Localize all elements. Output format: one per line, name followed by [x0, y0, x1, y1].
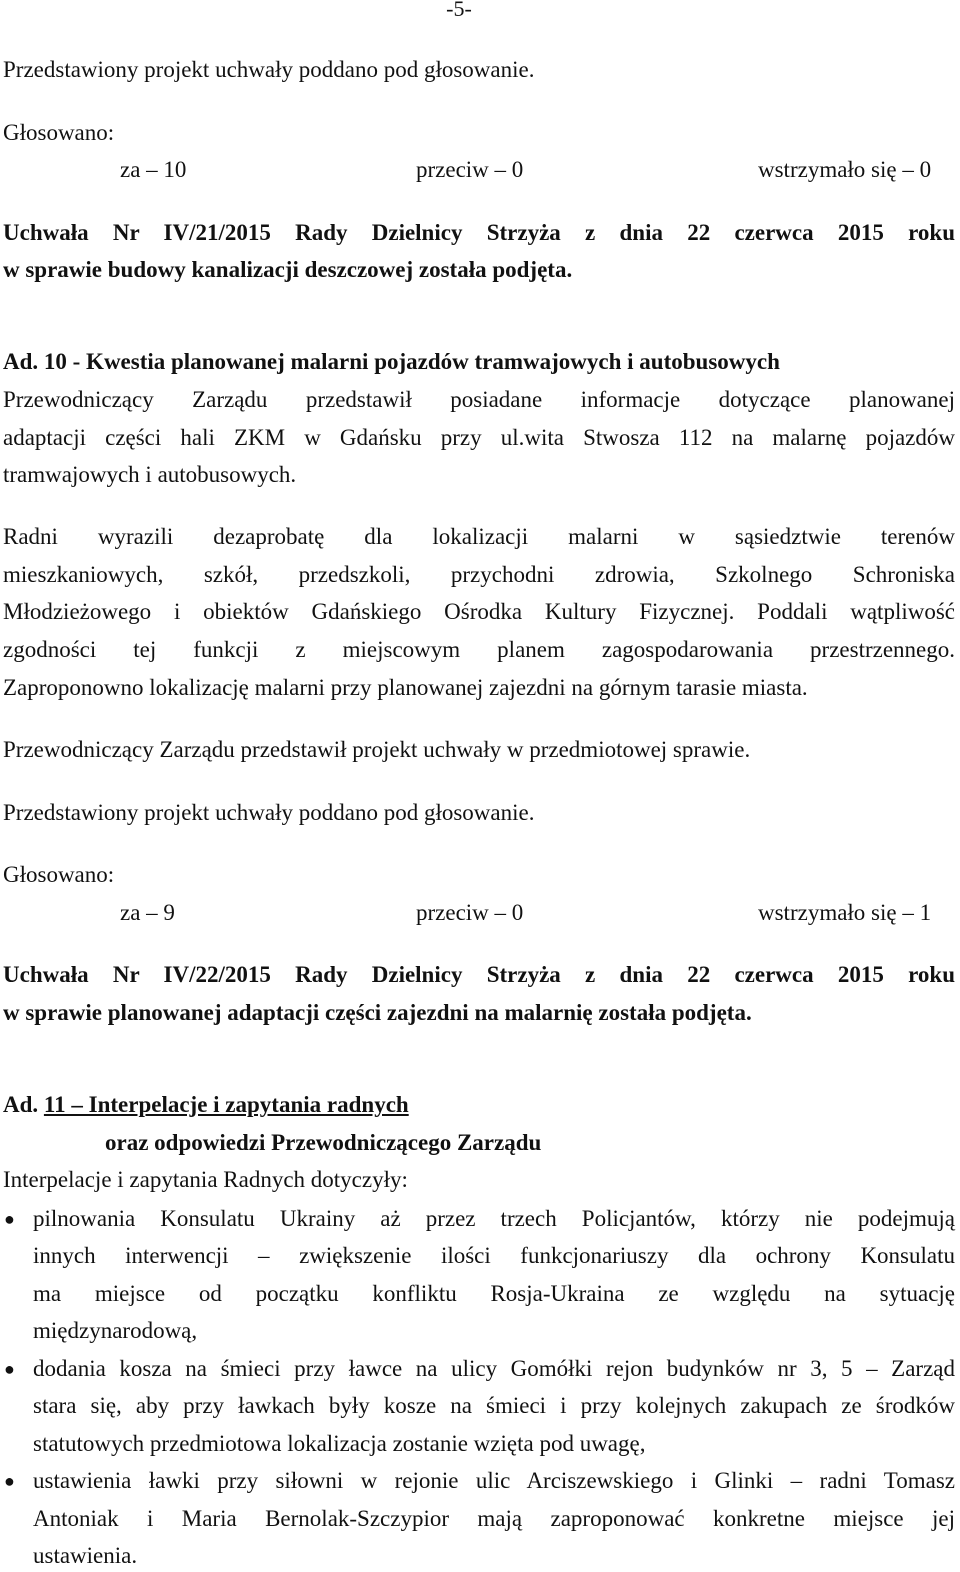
vote-heading: Głosowano: [3, 120, 115, 145]
resolution-line: Uchwała Nr IV/21/2015 Rady Dzielnicy Strzyża z dnia 22 czerwca 2015 roku [3, 220, 955, 245]
list-item-line: Antoniak i Maria Bernolak-Szczypior mają zaproponować konkretne miejsce jej [33, 1506, 955, 1531]
paragraph-line: Radni wyrazili dezaprobatę dla lokalizacji malarni w sąsiedztwie terenów [3, 524, 955, 549]
list-item-line: dodania kosza na śmieci przy ławce na ulicy Gomółki rejon budynków nr 3, 5 – Zarząd [33, 1356, 955, 1381]
paragraph: Przedstawiony projekt uchwały poddano pod głosowanie. [3, 57, 535, 82]
list-item-line: statutowych przedmiotowa lokalizacja zostanie wzięta pod uwagę, [33, 1431, 646, 1456]
bullet-icon: ● [4, 1471, 15, 1491]
paragraph: Interpelacje i zapytania Radnych dotyczyły: [3, 1167, 408, 1192]
vote-przeciw: przeciw – 0 [416, 900, 524, 925]
vote-wstrzymalo: wstrzymało się – 1 [758, 900, 932, 925]
list-item-line: ma miejsce od początku konfliktu Rosja-Ukraina ze względu na sytuację [33, 1281, 955, 1306]
resolution-line: Uchwała Nr IV/22/2015 Rady Dzielnicy Strzyża z dnia 22 czerwca 2015 roku [3, 962, 955, 987]
paragraph-line: Przewodniczący Zarządu przedstawił posiadane informacje dotyczące planowanej [3, 387, 955, 412]
paragraph-line: adaptacji części hali ZKM w Gdańsku przy ul.wita Stwosza 112 na malarnę pojazdów [3, 425, 955, 450]
resolution-line: w sprawie budowy kanalizacji deszczowej została podjęta. [3, 257, 573, 282]
page-number: -5- [446, 0, 472, 21]
bullet-icon: ● [4, 1209, 15, 1229]
paragraph: Przedstawiony projekt uchwały poddano pod głosowanie. [3, 800, 535, 825]
paragraph: Przewodniczący Zarządu przedstawił projekt uchwały w przedmiotowej sprawie. [3, 737, 751, 762]
vote-za: za – 10 [120, 157, 187, 182]
vote-wstrzymalo: wstrzymało się – 0 [758, 157, 932, 182]
list-item-line: stara się, aby przy ławkach były kosze na śmieci i przy kolejnych zakupach ze środków [33, 1393, 955, 1418]
list-item-line: ustawienia ławki przy siłowni w rejonie ulic Arciszewskiego i Glinki – radni Tomasz [33, 1468, 955, 1493]
section-title-line2: oraz odpowiedzi Przewodniczącego Zarządu [105, 1130, 542, 1155]
paragraph-line: Młodzieżowego i obiektów Gdańskiego Ośrodka Kultury Fizycznej. Poddali wątpliwość [3, 599, 955, 624]
list-item-line: międzynarodową, [33, 1318, 198, 1343]
section-title [3, 1090, 409, 1120]
vote-za: za – 9 [120, 900, 175, 925]
paragraph-line: mieszkaniowych, szkół, przedszkoli, przychodni zdrowia, Szkolnego Schroniska [3, 562, 955, 587]
vote-heading: Głosowano: [3, 862, 115, 887]
paragraph-line: zgodności tej funkcji z miejscowym planem zagospodarowania przestrzennego. [3, 637, 955, 662]
list-item-line: innych interwencji – zwiększenie ilości funkcjonariuszy dla ochrony Konsulatu [33, 1243, 955, 1268]
paragraph-line: tramwajowych i autobusowych. [3, 462, 297, 487]
section-title-underlined: 11 – Interpelacje i zapytania radnych [43, 1092, 409, 1117]
section-title: Ad. 10 - Kwestia planowanej malarni pojazdów tramwajowych i autobusowych [3, 349, 780, 374]
section-title-prefix: Ad. [3, 1092, 44, 1117]
list-item-line: pilnowania Konsulatu Ukrainy aż przez trzech Policjantów, którzy nie podejmują [33, 1206, 955, 1231]
resolution-line: w sprawie planowanej adaptacji części zajezdni na malarnię została podjęta. [3, 1000, 752, 1025]
paragraph-line: Zaproponowno lokalizację malarni przy planowanej zajezdni na górnym tarasie miasta. [3, 675, 808, 700]
list-item-line: ustawienia. [33, 1543, 138, 1568]
bullet-icon: ● [4, 1359, 15, 1379]
vote-przeciw: przeciw – 0 [416, 157, 524, 182]
